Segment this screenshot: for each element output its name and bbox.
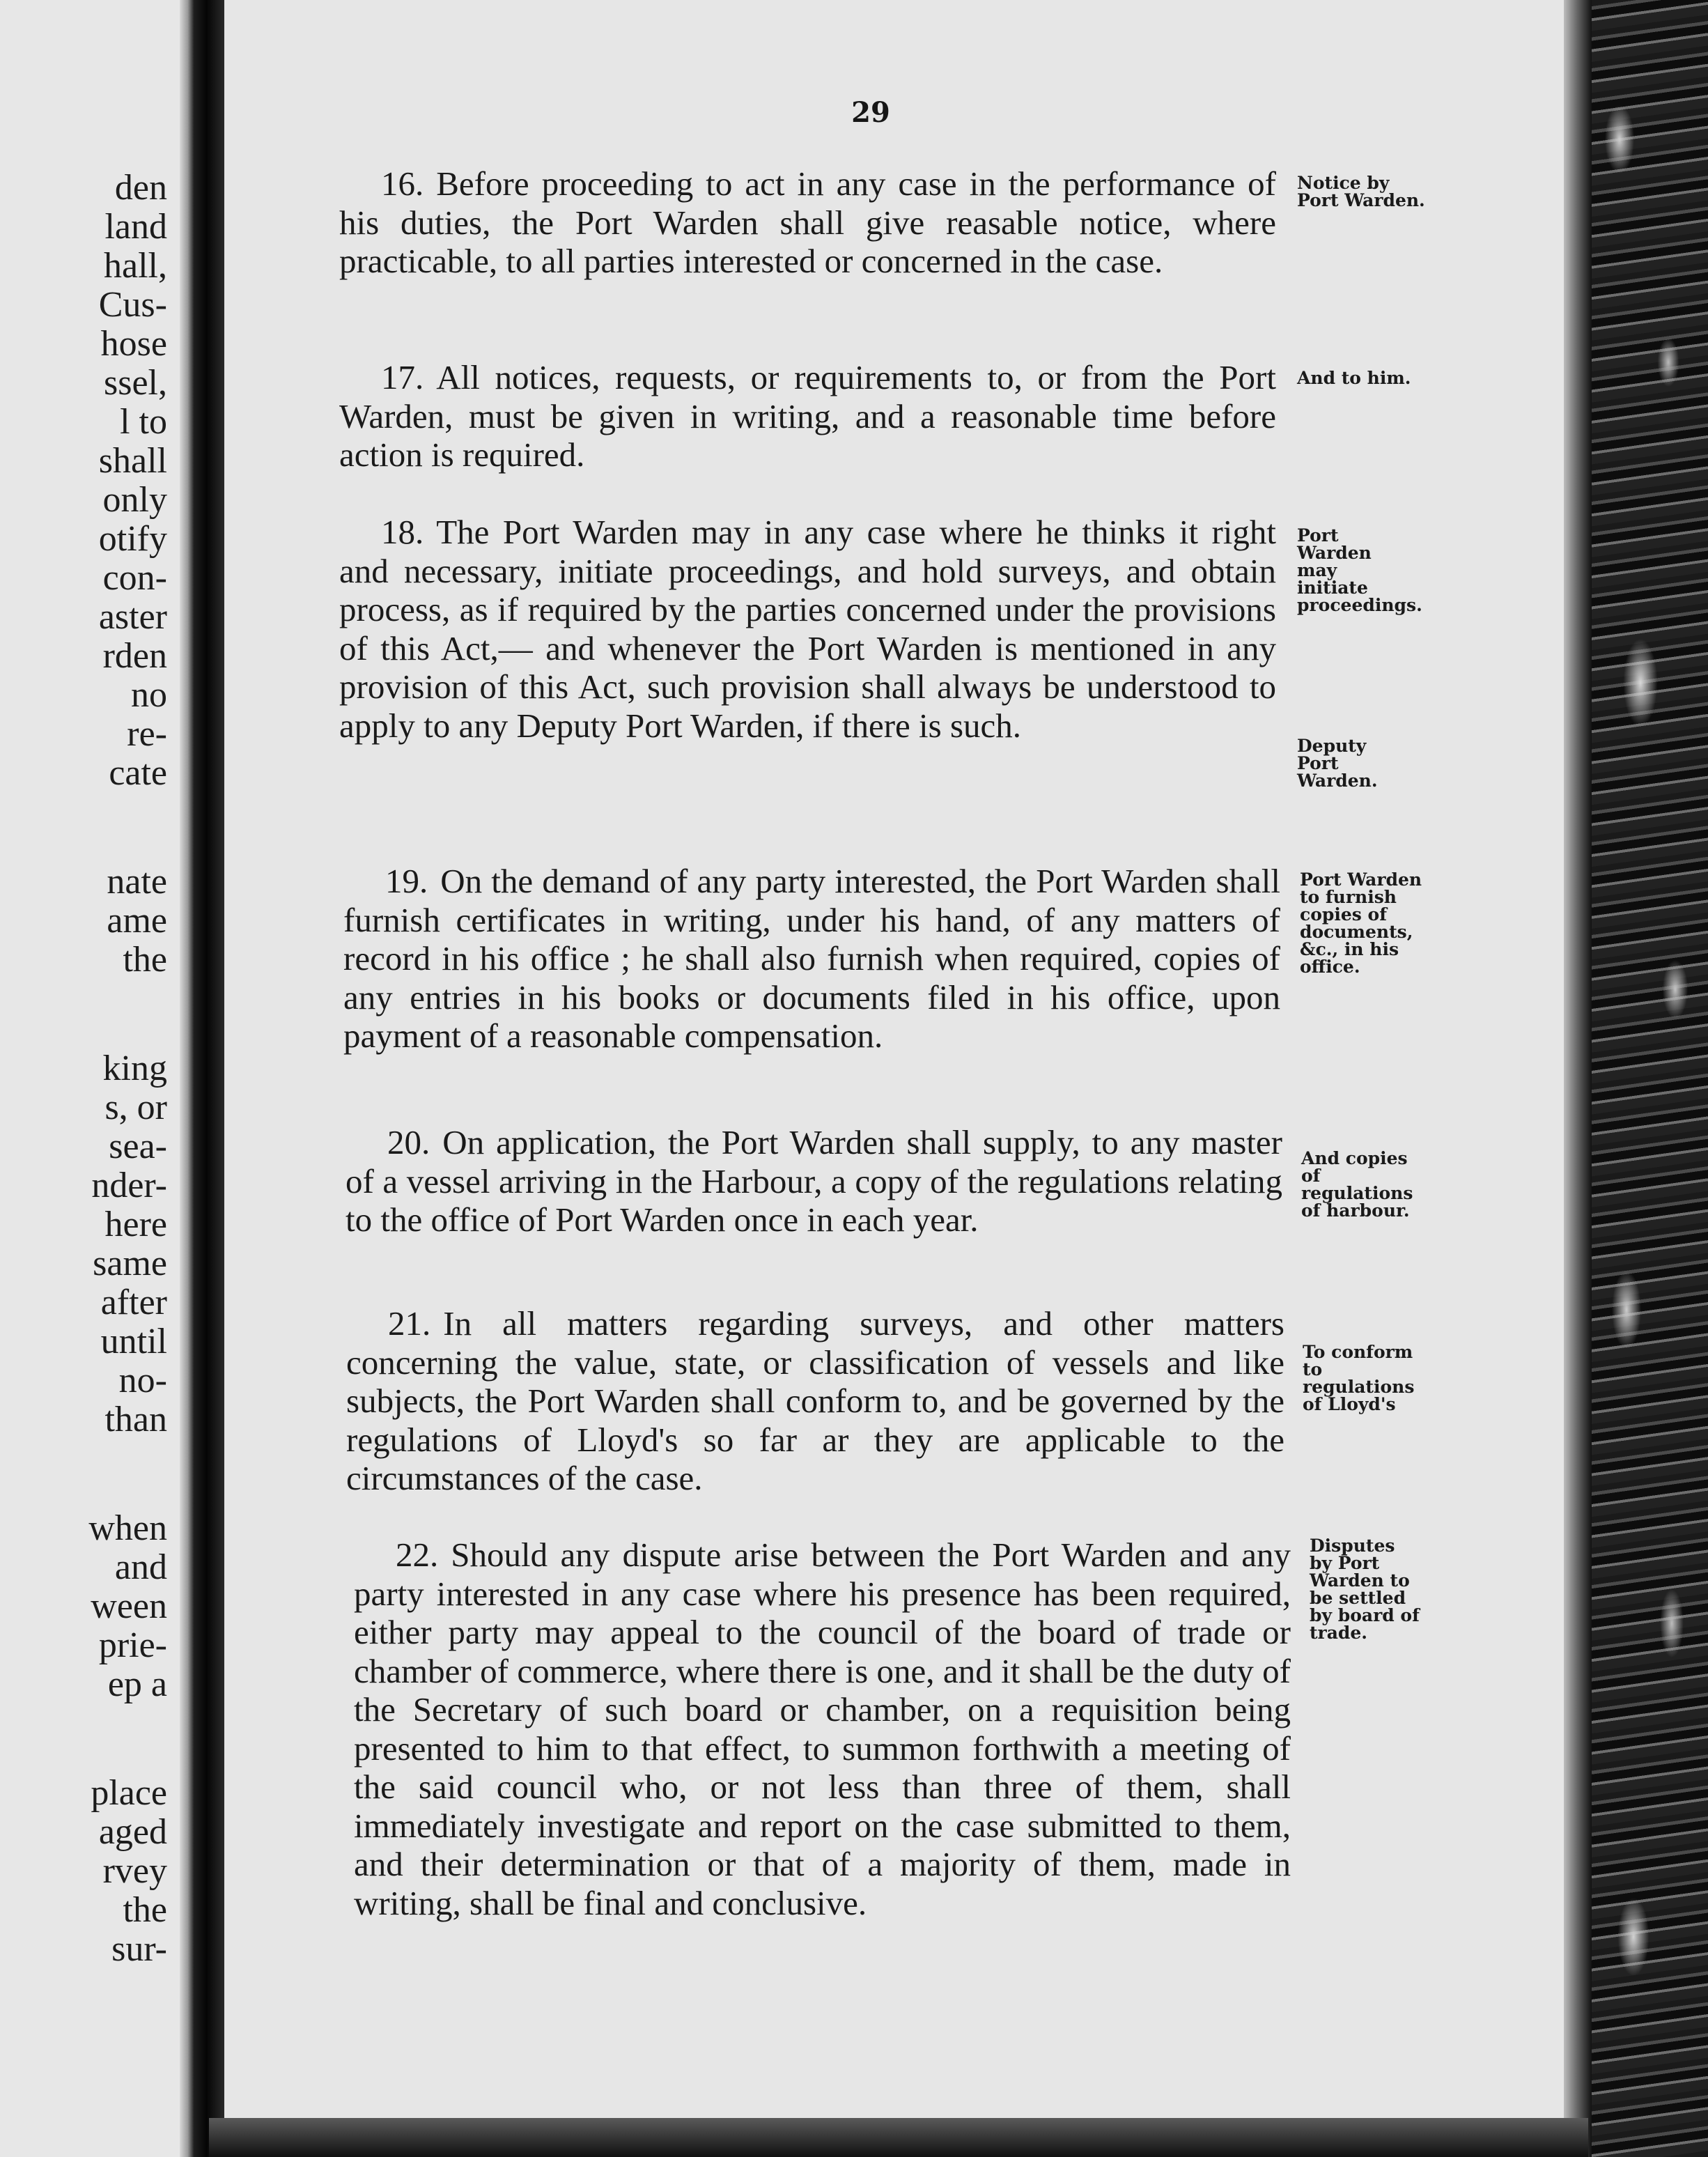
prev-page-line: ame [107,901,167,941]
prev-page-line: rden [102,636,167,676]
margin-note: Deputy Port Warden. [1297,736,1378,791]
page-edge-shadow [1564,0,1592,2157]
margin-note: To conform to regulations of Lloyd's [1303,1342,1415,1414]
section-text: On application, the Port Warden shall supply, to any master of a vessel arriving in the Harbour, a copy of the regulations relating to the office of Port Warden once in each year. [346,1123,1282,1239]
prev-page-line: ween [91,1586,167,1626]
section-18 [339,513,1276,745]
prev-page-line: sea- [109,1127,167,1166]
prev-page-line: place [91,1773,167,1813]
section-number: 20. [387,1123,430,1161]
prev-page-line: l to [120,402,167,442]
prev-page-line: s, or [104,1088,167,1127]
section-text: Before proceeding to act in any case in the performance of his duties, the Port Warden shall give reasable notice, where practicable, to all parties interested or concerned in the case. [339,164,1276,280]
section-number: 16. [381,164,424,203]
prev-page-line: hall, [104,246,167,286]
prev-page-line: hose [100,324,167,364]
prev-page-line: until [100,1322,167,1361]
margin-note: Port Warden may initiate proceedings. [1297,525,1422,615]
prev-page-line: the [123,1890,167,1930]
prev-page-line: sur- [111,1929,167,1969]
prev-page-line: rvey [102,1851,167,1891]
margin-note: Port Warden to furnish copies of documents, &c., in his office. [1300,869,1422,977]
section-21 [346,1304,1284,1498]
prev-page-line: here [104,1205,167,1244]
section-19 [343,862,1280,1056]
section-number: 21. [388,1304,431,1343]
marbled-cover-edge [1592,0,1708,2157]
prev-page-line: same [93,1244,167,1283]
prev-page-line: no [131,675,167,715]
prev-page-line: prie- [98,1625,167,1665]
margin-note: Disputes by Port Warden to be settled by board of trade. [1310,1536,1420,1643]
prev-page-line: aged [98,1812,167,1852]
section-number: 18. [381,513,424,551]
prev-page-line: ep a [107,1664,167,1704]
margin-note: And copies of regulations of harbour. [1301,1148,1413,1221]
margin-note: Notice by Port Warden. [1297,173,1425,210]
section-text: In all matters regarding surveys, and other matters concerning the value, state, or classification of vessels and like subjects, the Port Warden shall conform to, and be governed by the regulations of Lloyd's so far ar they are applicable to the circumstances of the case. [346,1304,1284,1497]
prev-page-line: ssel, [104,363,167,403]
prev-page-line: cate [109,753,167,793]
prev-page-line: nder- [91,1166,167,1205]
prev-page-line: when [88,1508,167,1548]
prev-page-line: aster [98,597,167,637]
section-16 [339,164,1276,281]
section-number: 17. [381,358,424,396]
prev-page-line: land [104,207,167,247]
prev-page-line: shall [98,441,167,481]
prev-page-line: con- [102,558,167,598]
section-22 [354,1536,1291,1922]
prev-page-line: the [123,940,167,980]
page-number: 29 [851,96,890,129]
section-text: The Port Warden may in any case where he thinks it right and necessary, initiate proceedings, and hold surveys, and obtain process, as if required by the parties concerned under the provisions of this Act,— and whenever the Port Warden is mentioned in any provision of this Act, such provision shall always be understood to apply to any Deputy Port Warden, if there is such. [339,513,1276,745]
section-text: On the demand of any party interested, the Port Warden shall furnish certificates in writing, under his hand, of any matters of record in his office ; he shall also furnish when required, copies of any entries in his books or documents filed in his office, upon payment of a reasonable compensation. [343,862,1280,1055]
prev-page-line: otify [98,519,167,559]
page-bottom-shadow [209,2118,1588,2157]
prev-page-line: after [100,1283,167,1322]
section-text: Should any dispute arise between the Port Warden and any party interested in any case where his presence has been required, either party may appeal to the council of the board of trade or chamber of commerce, where there is one, and it shall be the duty of the Secretary of such board or chamber, on a requisition being presented to him to that effect, to summon forthwith a meeting of the said council who, or not less than three of them, shall immediately investigate and report on the case submitted to them, and their determination or that of a majority of them, made in writing, shall be final and conclusive. [354,1536,1291,1922]
prev-page-line: re- [127,714,167,754]
prev-page-line: and [114,1547,167,1587]
prev-page-line: nate [107,862,167,902]
prev-page-line: Cus- [98,285,167,325]
section-17 [339,358,1276,474]
section-20 [346,1123,1282,1239]
section-number: 22. [396,1536,439,1574]
section-text: All notices, requests, or requirements to, or from the Port Warden, must be given in writing, and a reasonable time before action is required. [339,358,1276,474]
prev-page-line: than [104,1400,167,1439]
prev-page-line: king [102,1049,167,1088]
previous-page-fragment [0,0,180,2157]
section-number: 19. [385,862,428,900]
prev-page-line: den [114,168,167,208]
margin-note: And to him. [1297,368,1411,388]
book-gutter [180,0,224,2157]
prev-page-line: only [102,480,167,520]
prev-page-line: no- [118,1361,167,1400]
